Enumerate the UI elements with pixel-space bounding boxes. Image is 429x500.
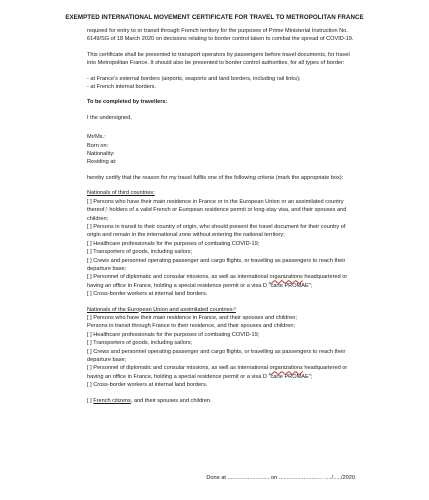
third-item-transit: [ ] Persons in transit to their country of origin, who should present the travel document for their country of origin and remain in the international zone without entering the national territory; [87, 223, 346, 239]
eu-item-cross-border: [ ] Cross-border workers at internal land borders. [87, 382, 208, 389]
organizations-word: organizations [269, 365, 303, 372]
border-internal: - at French internal borders. [87, 84, 157, 91]
eu-item-transporters: [ ] Transporters of goods, including sailors; [87, 340, 193, 347]
residing-field-label: Residing at: [87, 159, 117, 166]
french-citizens-text: French citizens [93, 397, 131, 404]
travellers-heading: To be completed by travellers: [87, 99, 168, 106]
third-countries-heading: Nationals of third countries: [87, 190, 155, 197]
french-citizens-item: [ ] French citizens, and their spouses and children. [87, 397, 212, 404]
nationality-field-label: Nationality: [87, 151, 115, 158]
eu-item-diplomatic: [ ] Personnel of diplomatic and consular missions, as well as international organizations headquartered or having an office in France, holding a special residence permit or a visa D "carte PROMAE"; [87, 365, 348, 380]
document-title: EXEMPTED INTERNATIONAL MOVEMENT CERTIFICATE FOR TRAVEL TO METROPOLITAN FRANCE [65, 14, 364, 21]
undersigned-line: I the undersigned, [87, 114, 132, 121]
certify-paragraph: hereby certify that the reason for my travel fulfils one of the following criteria (mark the appropriate box): [87, 174, 344, 181]
born-field-label: Born on: [87, 142, 109, 149]
third-item-residence: [ ] Persons who have their main residence in France or in the European Union or an assimilated country thereof,¹ holders of a valid French or European residence permit or long-stay visa, and their spouses and children; [87, 198, 347, 222]
third-item-transporters: [ ] Transporters of goods, including sailors; [87, 249, 193, 256]
third-item-cross-border: [ ] Cross-border workers at internal land borders. [87, 291, 208, 298]
done-at-line: Done at ........................... on ............................ ...../...../2020 [206, 475, 355, 481]
eu-item-transit: Persons in transit through France to their residence, and their spouses and children; [87, 323, 296, 330]
third-item-diplomatic: [ ] Personnel of diplomatic and consular missions, as well as international organizations headquartered or having an office in France, holding a special residence permit or a visa D "carte PROMAE"; [87, 274, 348, 289]
intro-paragraph: required for entry to or transit through French territory for the purposes of Prime Ministerial Instruction No. 6149/SG of 18 March 2020 on decisions relating to border control taken to combat the spread of COVID-19. [87, 28, 354, 43]
third-item-crews: [ ] Crews and personnel operating passenger and cargo flights, or travelling as passengers to reach their departure base; [87, 257, 346, 272]
name-field-label: Mr/Ms.: [87, 134, 106, 141]
eu-item-healthcare: [ ] Healthcare professionals for the purposes of combating COVID-19; [87, 331, 260, 338]
eu-nationals-heading: Nationals of the European Union and assimilated countries:² [87, 306, 236, 313]
presentation-paragraph: This certificate shall be presented to transport operators by passengers before travel documents, for travel into Metropolitan France. It should also be presented to border control authorities, for all types of border: [87, 51, 350, 67]
organizations-word: organizations [269, 274, 303, 281]
eu-item-residence: [ ] Persons who have their main residence in France, and their spouses and children; [87, 314, 297, 321]
border-external: - at France's external borders (airports, seaports and land borders, including rail links); [87, 75, 301, 82]
third-item-healthcare: [ ] Healthcare professionals for the purposes of combating COVID-19; [87, 240, 260, 247]
document-body [87, 27, 355, 405]
eu-item-crews: [ ] Crews and personnel operating passenger and cargo flights, or travelling as passengers to reach their departure base; [87, 348, 346, 363]
